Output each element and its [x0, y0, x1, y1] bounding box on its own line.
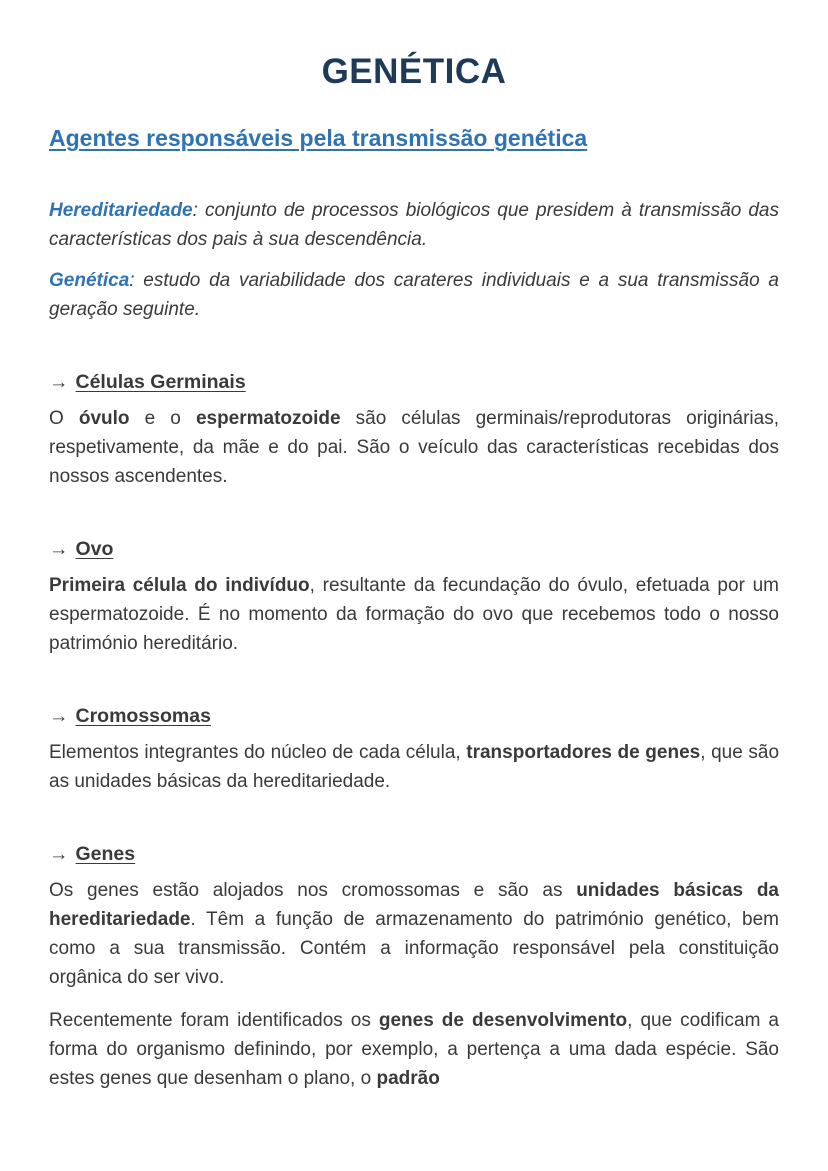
- definition-genetica: Genética: estudo da variabilidade dos carateres individuais e a sua transmissão a geração seguinte.: [49, 270, 779, 320]
- document-title: GENÉTICA: [321, 52, 507, 91]
- section-title-text: Cromossomas: [75, 705, 211, 727]
- paragraph-ovo: Primeira célula do indivíduo, resultante da fecundação do óvulo, efetuada por um espermatozoide. É no momento da formação do ovo que recebemos todo o nosso património hereditário.: [49, 575, 779, 654]
- arrow-icon: →: [49, 843, 69, 865]
- definition-hereditariedade: Hereditariedade: conjunto de processos biológicos que presidem à transmissão das características dos pais à sua descendência.: [49, 200, 779, 250]
- section-heading-cromossomas: [49, 704, 779, 728]
- section-heading-celulas-germinais: [49, 370, 779, 394]
- section-genes: [49, 842, 779, 1093]
- main-heading: Agentes responsáveis pela transmissão genética: [49, 125, 588, 151]
- section-ovo: [49, 537, 779, 658]
- paragraph-genes-1: Os genes estão alojados nos cromossomas e são as unidades básicas da hereditariedade. Têm a função de armazenamento do património genético, bem como a sua transmissão. Contém a informação responsável pela constituição orgânica do ser vivo.: [49, 880, 779, 988]
- section-title-text: Genes: [75, 843, 136, 865]
- section-cromossomas: [49, 704, 779, 796]
- paragraph-cromossomas: Elementos integrantes do núcleo de cada célula, transportadores de genes, que são as unidades básicas da hereditariedade.: [49, 742, 780, 792]
- section-heading-ovo: [49, 537, 779, 561]
- arrow-icon: →: [49, 705, 69, 727]
- arrow-icon: →: [49, 371, 69, 393]
- section-title-text: Células Germinais: [75, 371, 246, 393]
- paragraph-genes-2: Recentemente foram identificados os genes de desenvolvimento, que codificam a forma do organismo definindo, por exemplo, a pertença a uma dada espécie. São estes genes que desenham o plano, o padrão: [49, 1010, 779, 1089]
- section-celulas-germinais: [49, 370, 779, 491]
- arrow-icon: →: [49, 538, 69, 560]
- section-heading-genes: [49, 842, 779, 866]
- section-title-text: Ovo: [75, 538, 114, 560]
- paragraph-celulas-germinais: O óvulo e o espermatozoide são células germinais/reprodutoras originárias, respetivamente, da mãe e do pai. São o veículo das características recebidas dos nossos ascendentes.: [49, 408, 779, 487]
